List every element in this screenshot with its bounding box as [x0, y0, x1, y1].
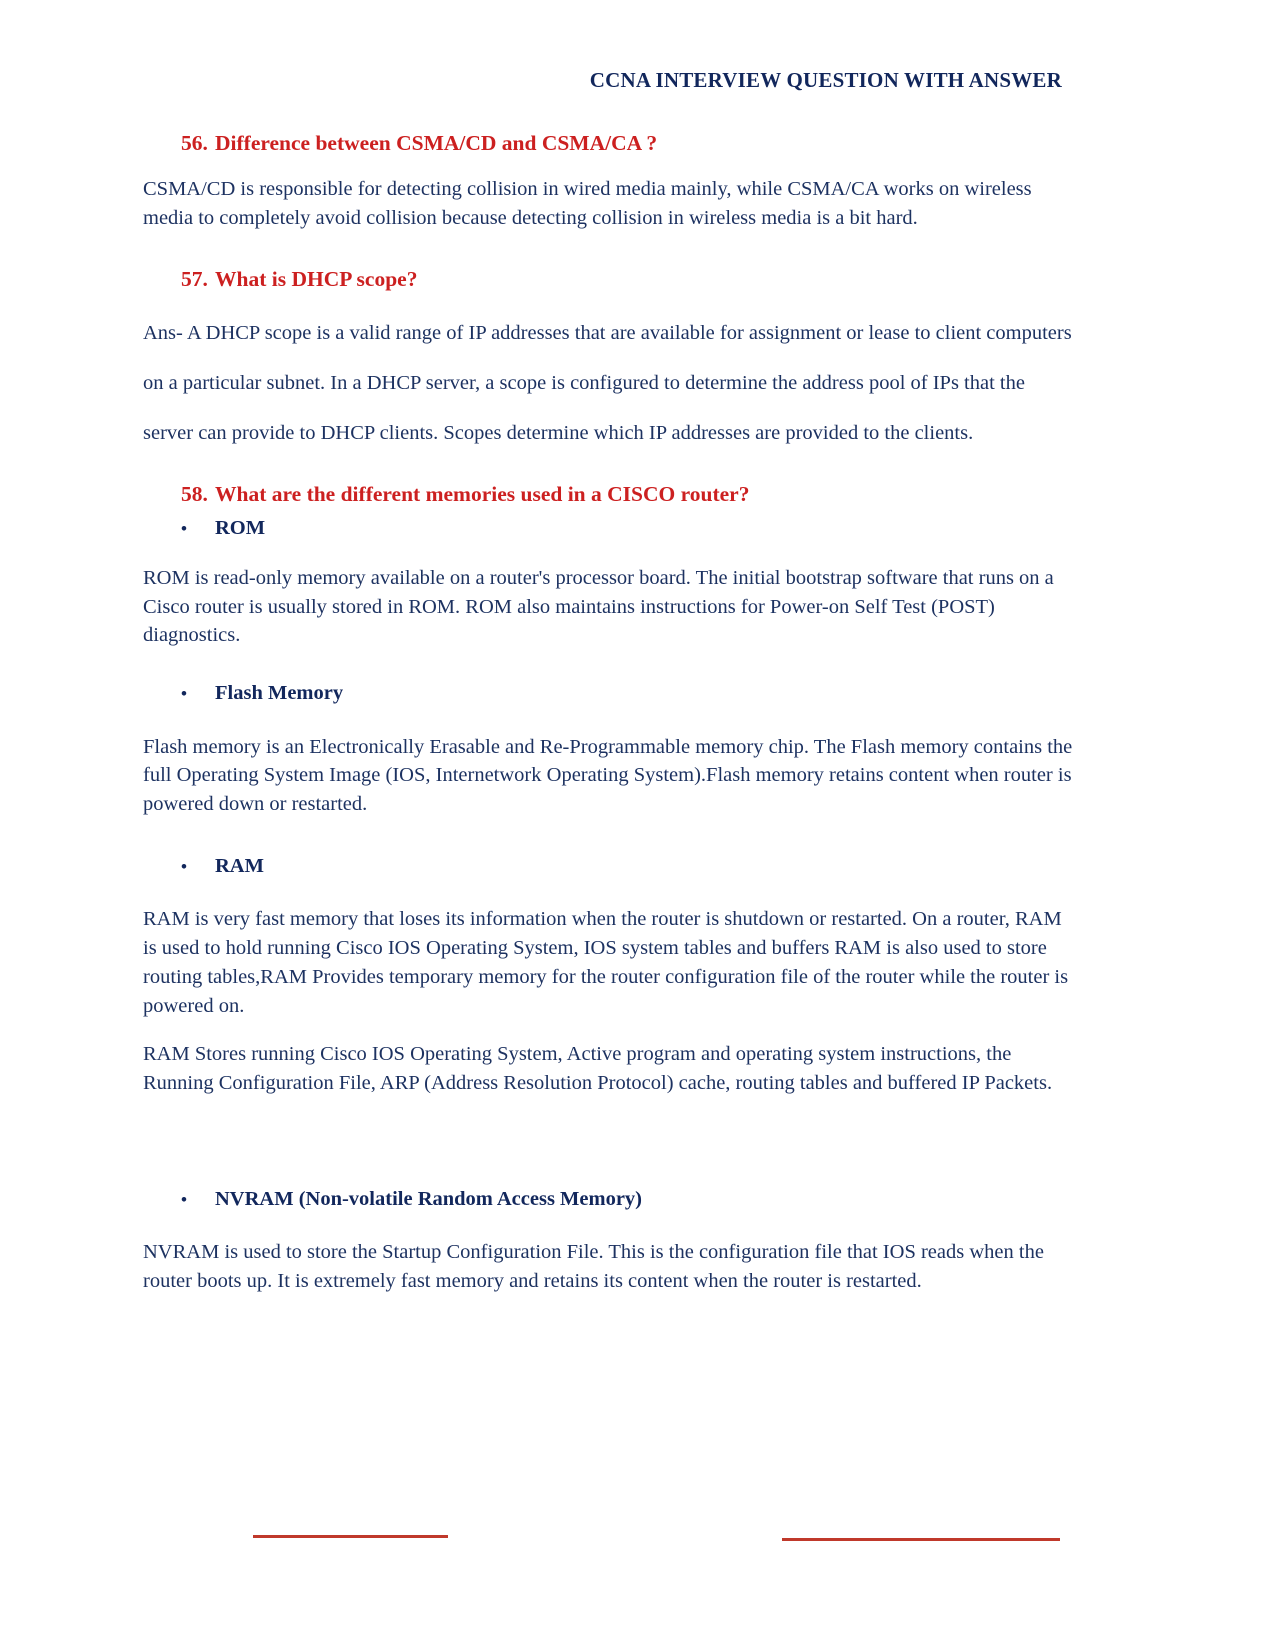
memory-label: ROM [215, 517, 266, 540]
memory-paragraph-ram-2: RAM Stores running Cisco IOS Operating System, Active program and operating system instructions, the Running Configuration File, ARP (Address Resolution Protocol) cache, routing tables and buffered IP Packets. [143, 1043, 1053, 1094]
question-heading-57 [143, 266, 1073, 293]
footer-divider-right [782, 1538, 1060, 1541]
memory-paragraph-ram-1: RAM is very fast memory that loses its information when the router is shutdown or restarted. On a router, RAM is used to hold running Cisco IOS Operating System, IOS system tables and buffers RAM is also used to store routing tables,RAM Provides temporary memory for the router configuration file of the router while the router is powered on. [143, 908, 1069, 1017]
footer-divider-left [253, 1535, 448, 1538]
memory-paragraph-rom: ROM is read-only memory available on a router's processor board. The initial bootstrap software that runs on a Cisco router is usually stored in ROM. ROM also maintains instructions for Power-on Self Test (POST) diagnostics. [143, 567, 1054, 647]
spacer [143, 879, 1073, 905]
spacer [143, 232, 1073, 266]
question-number: 56. [181, 131, 208, 155]
answer-paragraph-56: CSMA/CD is responsible for detecting collision in wired media mainly, while CSMA/CA works on wireless media to completely avoid collision because detecting collision in wireless media is a bit hard. [143, 177, 1032, 229]
spacer [143, 819, 1073, 853]
question-number: 58. [181, 481, 208, 506]
list-item-flash-memory [143, 680, 1073, 707]
memory-label: NVRAM (Non-volatile Random Access Memory) [215, 1187, 642, 1210]
question-number: 57. [181, 267, 208, 292]
memory-paragraph-nvram: NVRAM is used to store the Startup Configuration File. This is the configuration file that IOS reads when the router boots up. It is extremely fast memory and retains its content when the router is restarted. [143, 1241, 1044, 1292]
bullet-icon: • [181, 684, 187, 704]
list-item-nvram [143, 1186, 1073, 1213]
spacer [143, 507, 1073, 515]
spacer [143, 1160, 1073, 1186]
spacer [143, 1098, 1073, 1160]
spacer [143, 293, 1073, 309]
list-item-ram [143, 853, 1073, 880]
spacer [143, 1020, 1073, 1040]
list-item-rom [143, 515, 1073, 542]
spacer [143, 542, 1073, 564]
question-title: Difference between CSMA/CD and CSMA/CA ? [215, 131, 658, 155]
document-body [143, 130, 1073, 1296]
question-heading-58 [143, 481, 1073, 508]
memory-label: Flash Memory [215, 682, 344, 705]
spacer [143, 157, 1073, 175]
memory-paragraph-flash-memory: Flash memory is an Electronically Erasable and Re-Programmable memory chip. The Flash memory contains the full Operating System Image (IOS, Internetwork Operating System).Flash memory retains content when router is powered down or restarted. [143, 735, 1073, 816]
answer-paragraph-57: Ans- A DHCP scope is a valid range of IP addresses that are available for assignment or lease to client computers on a particular subnet. In a DHCP server, a scope is configured to determine the address pool of IPs that the server can provide to DHCP clients. Scopes determine which IP addresses are provided to the clients. [143, 322, 1072, 444]
spacer [143, 707, 1073, 733]
bullet-icon: • [181, 1189, 187, 1209]
question-title: What is DHCP scope? [215, 267, 418, 292]
spacer [143, 459, 1073, 481]
spacer [143, 650, 1073, 680]
page-title: CCNA INTERVIEW QUESTION WITH ANSWER [589, 68, 1062, 92]
question-heading-56 [143, 130, 1073, 157]
spacer [143, 1212, 1073, 1238]
question-title: What are the different memories used in a CISCO router? [215, 481, 750, 506]
bullet-icon: • [181, 519, 187, 539]
bullet-icon: • [181, 856, 187, 876]
memory-label: RAM [215, 854, 264, 877]
